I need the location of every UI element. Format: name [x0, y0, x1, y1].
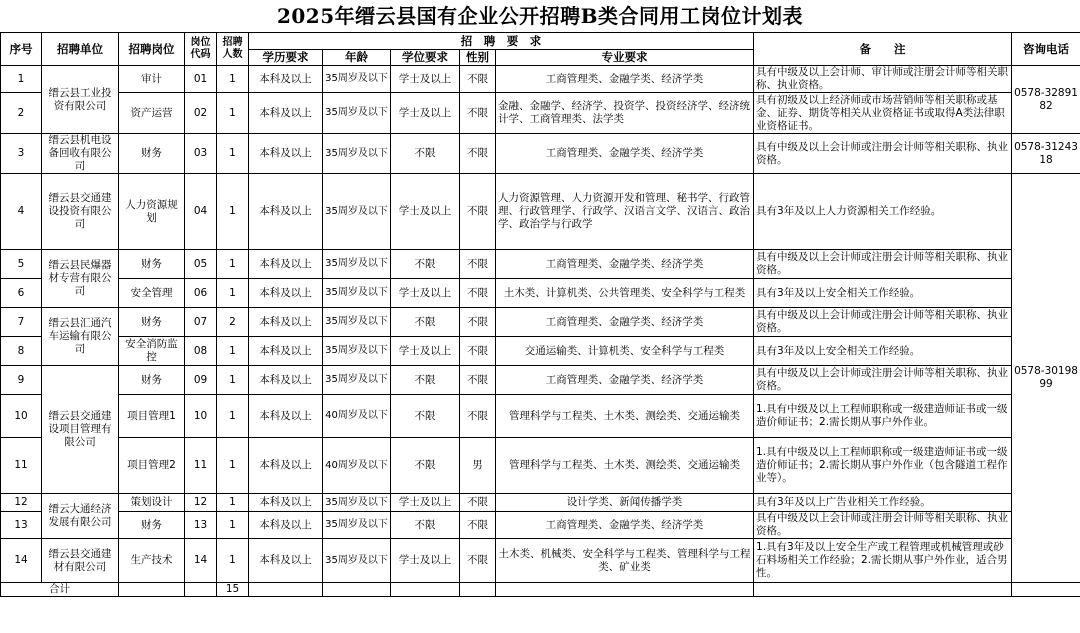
total-empty: [496, 583, 754, 597]
cell-gender: 不限: [460, 337, 496, 366]
cell-seq: 4: [1, 174, 42, 250]
cell-age: 40周岁及以下: [323, 395, 391, 438]
cell-count: 2: [217, 308, 249, 337]
table-row: [1, 279, 1080, 308]
cell-degree: 学士及以上: [391, 279, 460, 308]
cell-note: 具有3年及以上安全相关工作经验。: [754, 337, 1012, 366]
cell-age: 40周岁及以下: [323, 438, 391, 494]
cell-position: 审计: [119, 66, 185, 93]
total-empty: [460, 583, 496, 597]
cell-gender: 不限: [460, 395, 496, 438]
table-row: [1, 438, 1080, 494]
cell-note: 具有中级及以上会计师、审计师或注册会计师等相关职称、执业资格。: [754, 66, 1012, 93]
total-empty: [249, 583, 323, 597]
total-empty: [754, 583, 1012, 597]
cell-seq: 8: [1, 337, 42, 366]
cell-gender: 不限: [460, 134, 496, 174]
cell-edu: 本科及以上: [249, 539, 323, 583]
cell-code: 07: [185, 308, 217, 337]
cell-seq: 10: [1, 395, 42, 438]
cell-count: 1: [217, 250, 249, 279]
cell-major: 工商管理类、金融学类、经济学类: [496, 308, 754, 337]
cell-gender: 不限: [460, 250, 496, 279]
cell-code: 01: [185, 66, 217, 93]
total-empty: [185, 583, 217, 597]
cell-note: 具有中级及以上会计师或注册会计师等相关职称、执业资格。: [754, 308, 1012, 337]
cell-phone: 0578-3019899: [1012, 174, 1080, 583]
cell-note: 具有初级及以上经济师或市场营销师等相关职称或基金、证券、期货等相关从业资格证书或取得A类法律职业资格证书。: [754, 93, 1012, 134]
cell-position: 项目管理1: [119, 395, 185, 438]
cell-code: 14: [185, 539, 217, 583]
cell-code: 09: [185, 366, 217, 395]
cell-age: 35周岁及以下: [323, 494, 391, 512]
cell-seq: 6: [1, 279, 42, 308]
cell-edu: 本科及以上: [249, 250, 323, 279]
cell-code: 13: [185, 512, 217, 539]
cell-age: 35周岁及以下: [323, 512, 391, 539]
table-row: [1, 366, 1080, 395]
cell-seq: 14: [1, 539, 42, 583]
cell-position: 安全管理: [119, 279, 185, 308]
cell-degree: 不限: [391, 395, 460, 438]
cell-count: 1: [217, 337, 249, 366]
cell-edu: 本科及以上: [249, 512, 323, 539]
cell-degree: 不限: [391, 512, 460, 539]
cell-note: 具有中级及以上会计师或注册会计师等相关职称、执业资格。: [754, 512, 1012, 539]
cell-major: 工商管理类、金融学类、经济学类: [496, 134, 754, 174]
cell-gender: 不限: [460, 539, 496, 583]
cell-unit: 缙云县机电设备回收有限公司: [42, 134, 119, 174]
cell-degree: 学士及以上: [391, 93, 460, 134]
cell-code: 04: [185, 174, 217, 250]
cell-position: 财务: [119, 134, 185, 174]
header-unit: 招聘单位: [42, 33, 119, 66]
cell-code: 11: [185, 438, 217, 494]
cell-gender: 不限: [460, 66, 496, 93]
table-row: [1, 66, 1080, 93]
cell-count: 1: [217, 93, 249, 134]
total-count: 15: [217, 583, 249, 597]
cell-age: 35周岁及以下: [323, 66, 391, 93]
cell-age: 35周岁及以下: [323, 134, 391, 174]
cell-gender: 不限: [460, 279, 496, 308]
table-row: [1, 308, 1080, 337]
cell-phone: 0578-3289182: [1012, 66, 1080, 134]
cell-unit: 缙云县民爆器材专营有限公司: [42, 250, 119, 308]
cell-major: 人力资源管理、人力资源开发和管理、秘书学、行政管理、行政管理学、行政学、汉语言文学、汉语言、政治学、政治学与行政学: [496, 174, 754, 250]
cell-age: 35周岁及以下: [323, 337, 391, 366]
total-empty: [119, 583, 185, 597]
cell-position: 财务: [119, 512, 185, 539]
cell-count: 1: [217, 494, 249, 512]
cell-gender: 不限: [460, 308, 496, 337]
cell-major: 工商管理类、金融学类、经济学类: [496, 366, 754, 395]
table-row: [1, 134, 1080, 174]
total-label: 合计: [1, 583, 119, 597]
table-row: [1, 174, 1080, 250]
cell-count: 1: [217, 174, 249, 250]
cell-position: 生产技术: [119, 539, 185, 583]
cell-code: 08: [185, 337, 217, 366]
cell-gender: 不限: [460, 174, 496, 250]
cell-code: 02: [185, 93, 217, 134]
cell-seq: 5: [1, 250, 42, 279]
cell-seq: 11: [1, 438, 42, 494]
header-position: 招聘岗位: [119, 33, 185, 66]
page-title: 2025年缙云县国有企业公开招聘B类合同用工岗位计划表: [276, 4, 804, 28]
cell-unit: 缙云县交通建材有限公司: [42, 539, 119, 583]
cell-unit: 缙云县工业投资有限公司: [42, 66, 119, 134]
cell-degree: 不限: [391, 250, 460, 279]
cell-major: 管理科学与工程类、土木类、测绘类、交通运输类: [496, 395, 754, 438]
cell-major: 工商管理类、金融学类、经济学类: [496, 66, 754, 93]
cell-code: 06: [185, 279, 217, 308]
cell-seq: 9: [1, 366, 42, 395]
total-empty: [1012, 583, 1080, 597]
cell-age: 35周岁及以下: [323, 279, 391, 308]
table-row: [1, 337, 1080, 366]
table-row: [1, 494, 1080, 512]
cell-edu: 本科及以上: [249, 395, 323, 438]
cell-note: 具有3年及以上广告业相关工作经验。: [754, 494, 1012, 512]
table-row: [1, 395, 1080, 438]
cell-age: 35周岁及以下: [323, 308, 391, 337]
header-gender: 性别: [460, 50, 496, 66]
cell-gender: 不限: [460, 366, 496, 395]
cell-position: 资产运营: [119, 93, 185, 134]
cell-position: 财务: [119, 308, 185, 337]
cell-count: 1: [217, 539, 249, 583]
table-row: [1, 93, 1080, 134]
cell-code: 12: [185, 494, 217, 512]
cell-seq: 3: [1, 134, 42, 174]
header-row-1: [1, 33, 1080, 50]
recruitment-table: [0, 32, 1080, 597]
cell-count: 1: [217, 134, 249, 174]
cell-count: 1: [217, 66, 249, 93]
cell-seq: 1: [1, 66, 42, 93]
cell-code: 10: [185, 395, 217, 438]
cell-count: 1: [217, 395, 249, 438]
total-row: [1, 583, 1080, 597]
cell-note: 具有中级及以上会计师或注册会计师等相关职称、执业资格。: [754, 250, 1012, 279]
cell-edu: 本科及以上: [249, 134, 323, 174]
cell-edu: 本科及以上: [249, 366, 323, 395]
cell-gender: 男: [460, 438, 496, 494]
cell-degree: 学士及以上: [391, 539, 460, 583]
cell-count: 1: [217, 512, 249, 539]
header-code: 岗位代码: [185, 33, 217, 66]
cell-count: 1: [217, 279, 249, 308]
cell-degree: 不限: [391, 134, 460, 174]
cell-unit: 缙云县交通建设投资有限公司: [42, 174, 119, 250]
cell-edu: 本科及以上: [249, 308, 323, 337]
cell-seq: 12: [1, 494, 42, 512]
cell-edu: 本科及以上: [249, 337, 323, 366]
cell-edu: 本科及以上: [249, 66, 323, 93]
cell-note: 1.具有3年及以上安全生产或工程管理或机械管理或砂石料场相关工作经验；2.需长期从事户外作业，适合男性。: [754, 539, 1012, 583]
cell-note: 1.具有中级及以上工程师职称或一级建造师证书或一级造价师证书；2.需长期从事户外作业。: [754, 395, 1012, 438]
cell-unit: 缙云大通经济发展有限公司: [42, 494, 119, 539]
cell-code: 05: [185, 250, 217, 279]
cell-major: 工商管理类、金融学类、经济学类: [496, 512, 754, 539]
cell-major: 土木类、机械类、安全科学与工程类、管理科学与工程类、矿业类: [496, 539, 754, 583]
header-phone: 咨询电话: [1012, 33, 1080, 66]
cell-position: 财务: [119, 366, 185, 395]
cell-major: 交通运输类、计算机类、安全科学与工程类: [496, 337, 754, 366]
cell-degree: 学士及以上: [391, 337, 460, 366]
cell-position: 项目管理2: [119, 438, 185, 494]
cell-degree: 不限: [391, 366, 460, 395]
cell-code: 03: [185, 134, 217, 174]
cell-degree: 不限: [391, 438, 460, 494]
header-edu: 学历要求: [249, 50, 323, 66]
cell-count: 1: [217, 438, 249, 494]
cell-degree: 学士及以上: [391, 494, 460, 512]
table-row: [1, 250, 1080, 279]
cell-major: 工商管理类、金融学类、经济学类: [496, 250, 754, 279]
cell-position: 安全消防监控: [119, 337, 185, 366]
cell-position: 人力资源规划: [119, 174, 185, 250]
cell-degree: 不限: [391, 308, 460, 337]
cell-position: 策划设计: [119, 494, 185, 512]
cell-note: 具有中级及以上会计师或注册会计师等相关职称、执业资格。: [754, 134, 1012, 174]
cell-edu: 本科及以上: [249, 438, 323, 494]
cell-position: 财务: [119, 250, 185, 279]
cell-gender: 不限: [460, 93, 496, 134]
header-degree: 学位要求: [391, 50, 460, 66]
header-seq: 序号: [1, 33, 42, 66]
cell-seq: 7: [1, 308, 42, 337]
header-count: 招聘人数: [217, 33, 249, 66]
total-empty: [323, 583, 391, 597]
cell-note: 1.具有中级及以上工程师职称或一级建造师证书或一级造价师证书；2.需长期从事户外作业（包含隧道工程作业等）。: [754, 438, 1012, 494]
cell-gender: 不限: [460, 512, 496, 539]
cell-age: 35周岁及以下: [323, 174, 391, 250]
cell-edu: 本科及以上: [249, 494, 323, 512]
table-row: [1, 539, 1080, 583]
cell-note: 具有3年及以上安全相关工作经验。: [754, 279, 1012, 308]
cell-age: 35周岁及以下: [323, 366, 391, 395]
total-empty: [391, 583, 460, 597]
cell-edu: 本科及以上: [249, 279, 323, 308]
cell-major: 土木类、计算机类、公共管理类、安全科学与工程类: [496, 279, 754, 308]
cell-gender: 不限: [460, 494, 496, 512]
header-age: 年龄: [323, 50, 391, 66]
cell-seq: 2: [1, 93, 42, 134]
cell-seq: 13: [1, 512, 42, 539]
cell-age: 35周岁及以下: [323, 250, 391, 279]
header-requirements: 招 聘 要 求: [249, 33, 754, 50]
cell-age: 35周岁及以下: [323, 539, 391, 583]
cell-unit: 缙云县交通建设项目管理有限公司: [42, 366, 119, 494]
cell-degree: 学士及以上: [391, 66, 460, 93]
cell-degree: 学士及以上: [391, 174, 460, 250]
cell-count: 1: [217, 366, 249, 395]
header-major: 专业要求: [496, 50, 754, 66]
table-row: [1, 512, 1080, 539]
cell-age: 35周岁及以下: [323, 93, 391, 134]
cell-note: 具有中级及以上会计师或注册会计师等相关职称、执业资格。: [754, 366, 1012, 395]
cell-major: 管理科学与工程类、土木类、测绘类、交通运输类: [496, 438, 754, 494]
cell-major: 设计学类、新闻传播学类: [496, 494, 754, 512]
cell-major: 金融、金融学、经济学、投资学、投资经济学、经济统计学、工商管理类、法学类: [496, 93, 754, 134]
cell-note: 具有3年及以上人力资源相关工作经验。: [754, 174, 1012, 250]
cell-edu: 本科及以上: [249, 174, 323, 250]
cell-unit: 缙云县汇通汽车运输有限公司: [42, 308, 119, 366]
header-note: 备 注: [754, 33, 1012, 66]
cell-edu: 本科及以上: [249, 93, 323, 134]
cell-phone: 0578-3124318: [1012, 134, 1080, 174]
